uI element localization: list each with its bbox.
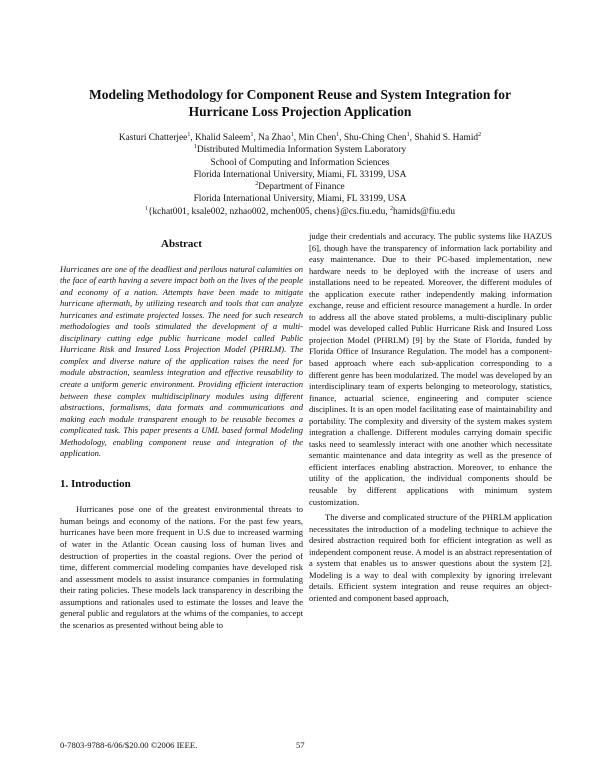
author-name: , Khalid Saleem: [190, 133, 251, 143]
body-paragraph: judge their credentials and accuracy. The public systems like HAZUS [6], though have the transparency of information lack portability and easy maintenance. Due to their PC-based implementation, new hardware needs to be deployed with the increase of users and installations need to be repeated. Moreover, the different modules of the application execute rather independently making information exchange, reuse and efficient resource management a hurdle. In order to address all the above stated problems, a multi-disciplinary public model was developed called Public Hurricane Risk and Insured Loss projection Model (PHRLM) [9] by the State of Florida, funded by Florida Office of Insurance Regulation. The model has a component-based approach where each sub-application corresponding to a different genre has been modularized. The model was developed by an interdisciplinary team of experts belonging to meteorology, statistics, finance, actuarial science, engineering and computer science disciplines. It is an open model facilitating ease of maintainability and portability. The complexity and diversity of the system makes system integration a challenge. Different modules carrying domain specific tasks need to seamlessly interact with one another which necessitate semantic maintenance and data integrity as well as the presence of efficient interfaces enabling abstraction. Moreover, to enhance the utility of the application, the individual components should be reusable by different applications with minimum system customization.: [309, 231, 552, 507]
body-paragraph: The diverse and complicated structure of the PHRLM application necessitates the introduction of a modeling technique to achieve the desired abstraction required both for efficient integration as well as independent component reuse. A model is an abstract representation of a system that enables us to answer questions about the system [2]. Modeling is a way to deal with complexity by ignoring irrelevant details. Efficient system integration and reuse requires an object-oriented and component based approach,: [309, 512, 552, 603]
copyright-footer: 0-7803-9788-6/06/$20.00 ©2006 IEEE.: [60, 740, 198, 750]
author-affiliation-mark: 1: [336, 131, 340, 138]
author-name: , Min Chen: [293, 133, 337, 143]
author-affiliation-mark: 1: [406, 131, 410, 138]
title-line-1: Modeling Methodology for Component Reuse and System Integration for: [89, 87, 511, 102]
author-affiliation-mark: 2: [478, 131, 482, 138]
author-name: , Na Zhao: [253, 133, 291, 143]
author-name: , Shu-Ching Chen: [339, 133, 407, 143]
author-name: , Shahid S. Hamid: [409, 133, 479, 143]
left-column: [60, 239, 303, 631]
author-list: [60, 132, 540, 144]
abstract-heading: Abstract: [161, 238, 202, 250]
author-affiliation-mark: 1: [290, 131, 294, 138]
title-line-2: Hurricane Loss Projection Application: [188, 104, 412, 119]
affiliation-2-department: $^2$Department of Finance: [255, 181, 345, 193]
affiliation-1-lab: $^1$Distributed Multimedia Information System Laboratory: [193, 144, 407, 156]
affiliation-1-university: Florida International University, Miami, FL 33199, USA: [193, 169, 407, 180]
author-emails: $^1${kchat001, ksale002, nzhao002, mchen005, chens}@cs.fiu.edu, $^2$hamids@fiu.edu: [144, 205, 456, 217]
right-column: [309, 231, 552, 605]
paper-title: [60, 86, 540, 120]
author-name: Kasturi Chatterjee: [118, 133, 188, 143]
affiliation-2-university: Florida International University, Miami, FL 33199, USA: [193, 194, 407, 205]
author-affiliation-mark: 1: [187, 131, 191, 138]
affiliation-1-school: School of Computing and Information Sciences: [210, 157, 390, 168]
abstract-text: Hurricanes are one of the deadliest and perilous natural calamities on the face of earth having a severe impact both on the lives of the people and economy of a nation. Attempts have been made to mitigate hurricane aftermath, by utilizing research and tools that can analyze hurricanes and estimate projected losses. The need for such research methodologies and tools stimulated the development of a multi-disciplinary cutting edge public hurricane model called Public Hurricane Risk and Insured Loss Projection Model (PHRLM). The complex and diverse nature of the application raises the need for module abstraction, seamless integration and effective reusability to create a uniform generic environment. Providing efficient interaction between these complex multidisciplinary modules using different abstractions, formalisms, data formats and communications and making each module transparent enough to be reusable becomes a complicated task. This paper presents a UML based formal Modeling Methodology, enabling component reuse and integration of the application.: [60, 263, 303, 459]
introduction-paragraph: Hurricanes pose one of the greatest environmental threats to human beings and economy of the nations. For the past few years, hurricanes have been more frequent in U.S due to increased warming of water in the Atlantic Ocean causing loss of human lives and destruction of properties in the coastal regions. Over the period of time, different commercial modeling companies have developed risk and assessment models to assist insurance companies in formulating their rating policies. These models lack transparency in describing the assumptions and rationales used to estimate the losses and leave the general public and regulators at the whims of the companies, to accept the scenarios as presented without being able to: [60, 504, 303, 630]
page-number: 57: [296, 740, 305, 750]
section-heading-introduction: 1. Introduction: [60, 477, 131, 490]
author-affiliation-mark: 1: [250, 131, 254, 138]
author-block: [60, 132, 540, 218]
